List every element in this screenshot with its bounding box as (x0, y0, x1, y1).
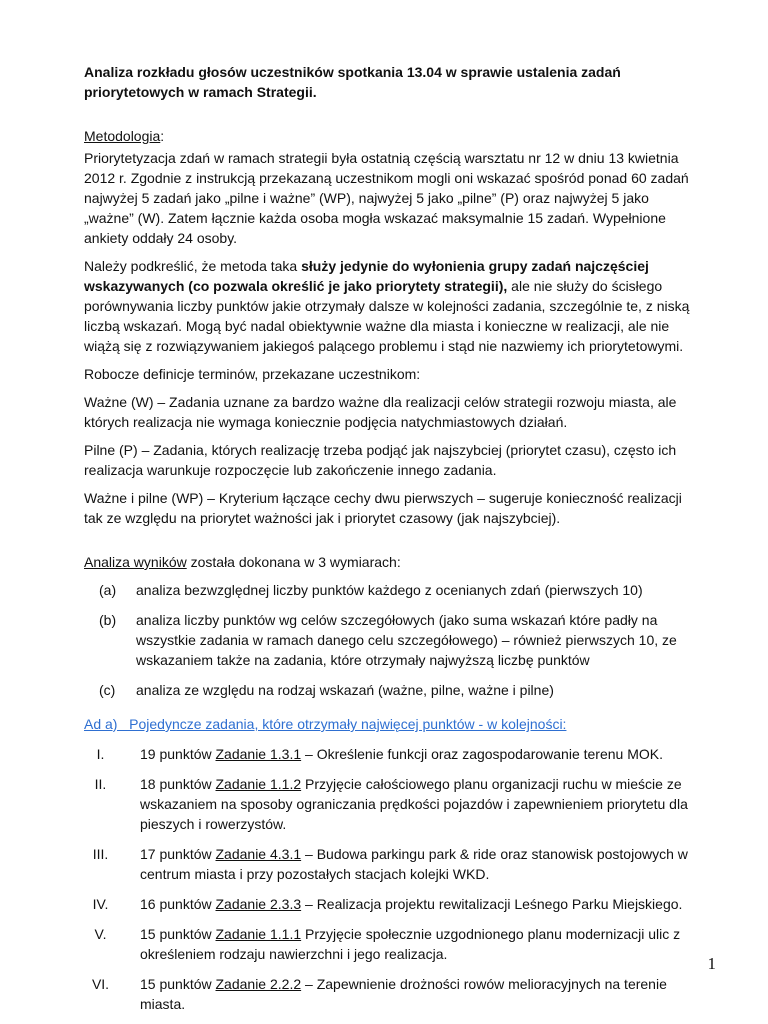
p2-pre: Należy podkreślić, że metoda taka (84, 258, 302, 274)
definition-wazne-pilne: Ważne i pilne (WP) – Kryterium łączące cechy dwu pierwszych – sugeruje konieczność realizacji tak ze względu na priorytet ważności jak i priorytet czasowy (jak najszybciej). (84, 490, 682, 526)
task-points: 17 punktów (140, 846, 216, 862)
page-number: 1 (707, 954, 716, 973)
list-item-text: analiza ze względu na rodzaj wskazań (ważne, pilne, ważne i pilne) (136, 682, 554, 698)
task-id: Zadanie 2.2.2 (215, 976, 302, 992)
analysis-list (84, 580, 696, 700)
p2-post: ale nie służy do ścisłego porównywania liczby punktów jakie otrzymały dalsze w kolejności zadania, szczególnie te, z niską liczbą wskazań. Mogą być nadal obiektywnie ważne dla miasta i konieczne w realizacji, ale nie wiążą się z rozwiązywaniem jakiegoś palącego problemu i stąd nie nazwiemy ich priorytetowymi. (84, 278, 690, 354)
definitions-intro: Robocze definicje terminów, przekazane uczestnikom: (84, 366, 421, 382)
task-points: 19 punktów (140, 746, 216, 762)
p2-bold: służy jedynie do wyłonienia grupy zadań najczęściej wskazywanych (co pozwala określić je jako priorytety strategii), (84, 258, 649, 294)
list-item-label: (a) (99, 582, 117, 598)
list-item (84, 844, 696, 884)
task-description: Przyjęcie społecznie uzgodnionego planu modernizacji ulic z określeniem rodzaju nawierzchni i jego realizacja. (140, 926, 681, 962)
analysis-heading (84, 552, 696, 572)
task-description: – Budowa parkingu park & ride oraz stanowisk postojowych w centrum miasta i przy pozostałych stacjach kolejki WKD. (140, 846, 688, 882)
roman-numeral: I. (96, 746, 105, 762)
list-item (84, 774, 696, 834)
list-item-text: analiza bezwzględnej liczby punktów każdego z ocenianych zdań (pierwszych 10) (136, 582, 643, 598)
roman-numeral: II. (94, 776, 107, 792)
analysis-heading-rest: została dokonana w 3 wymiarach: (186, 554, 401, 570)
document-body (84, 62, 696, 1024)
list-item (84, 924, 696, 964)
list-item (99, 610, 696, 670)
task-description: Przyjęcie całościowego planu organizacji ruchu w mieście ze wskazaniem na sposoby ograniczania prędkości pojazdów i zapewnieniem priorytetu dla pieszych i rowerzystów. (140, 776, 688, 832)
task-id: Zadanie 1.3.1 (215, 746, 302, 762)
task-points: 18 punktów (140, 776, 216, 792)
task-points: 16 punktów (140, 896, 216, 912)
task-description: – Realizacja projektu rewitalizacji Leśnego Parku Miejskiego. (301, 896, 683, 912)
roman-numeral: III. (92, 846, 109, 862)
list-item-text: analiza liczby punktów wg celów szczegółowych (jako suma wskazań które padły na wszystkie zadania w ramach danego celu szczegółowego) – również pierwszych 10, ze wskazaniem także na zadania, które otrzymały najwyższą liczbę punktów (136, 612, 677, 668)
list-item (84, 974, 696, 1014)
list-item-label: (c) (99, 682, 116, 698)
definition-wazne: Ważne (W) – Zadania uznane za bardzo ważne dla realizacji celów strategii rozwoju miasta, ale których realizacja nie wymaga koniecznie podjęcia natychmiastowych działań. (84, 394, 677, 430)
section-ad-a-heading-text: Ad a) Pojedyncze zadania, które otrzymały najwięcej punktów - w kolejności: (84, 716, 567, 732)
methodology-paragraph-2 (84, 256, 696, 356)
task-id: Zadanie 1.1.1 (215, 926, 302, 942)
top-tasks-list (84, 744, 696, 1014)
roman-numeral: VI. (91, 976, 110, 992)
task-points: 15 punktów (140, 926, 216, 942)
task-description: – Zapewnienie drożności rowów melioracyjnych na terenie miasta. (140, 976, 667, 1012)
list-item (99, 680, 696, 700)
section-ad-a-heading (84, 714, 696, 734)
methodology-heading (84, 126, 696, 146)
methodology-heading-text: Metodologia (84, 128, 161, 144)
list-item-label: (b) (99, 612, 117, 628)
definition-pilne: Pilne (P) – Zadania, których realizację trzeba podjąć jak najszybciej (priorytet czasu), często ich realizacja warunkuje rozpoczęcie lub zakończenie innego zadania. (84, 442, 677, 478)
list-item (84, 894, 696, 914)
roman-numeral: IV. (92, 896, 109, 912)
methodology-heading-colon: : (160, 128, 165, 144)
task-id: Zadanie 4.3.1 (215, 846, 302, 862)
roman-numeral: V. (94, 926, 107, 942)
task-points: 15 punktów (140, 976, 216, 992)
task-description: – Określenie funkcji oraz zagospodarowanie terenu MOK. (301, 746, 663, 762)
methodology-paragraph-1: Priorytetyzacja zdań w ramach strategii była ostatnią częścią warsztatu nr 12 w dniu 13 kwietnia 2012 r. Zgodnie z instrukcją przekazaną uczestnikom mogli oni wskazać spośród ponad 60 zadań najwyżej 5 zadań jako „pilne i ważne” (WP), najwyżej 5 jako „pilne” (P) oraz najwyżej 5 jako „ważne” (W). Zatem łącznie każda osoba mogła wskazać maksymalnie 15 zadań. Wypełnione ankiety oddały 24 osoby. (84, 150, 689, 246)
task-id: Zadanie 1.1.2 (215, 776, 302, 792)
analysis-heading-underlined: Analiza wyników (84, 554, 187, 570)
list-item (84, 744, 696, 764)
document-title: Analiza rozkładu głosów uczestników spotkania 13.04 w sprawie ustalenia zadań priorytetowych w ramach Strategii. (84, 64, 621, 100)
task-id: Zadanie 2.3.3 (215, 896, 302, 912)
list-item (99, 580, 696, 600)
